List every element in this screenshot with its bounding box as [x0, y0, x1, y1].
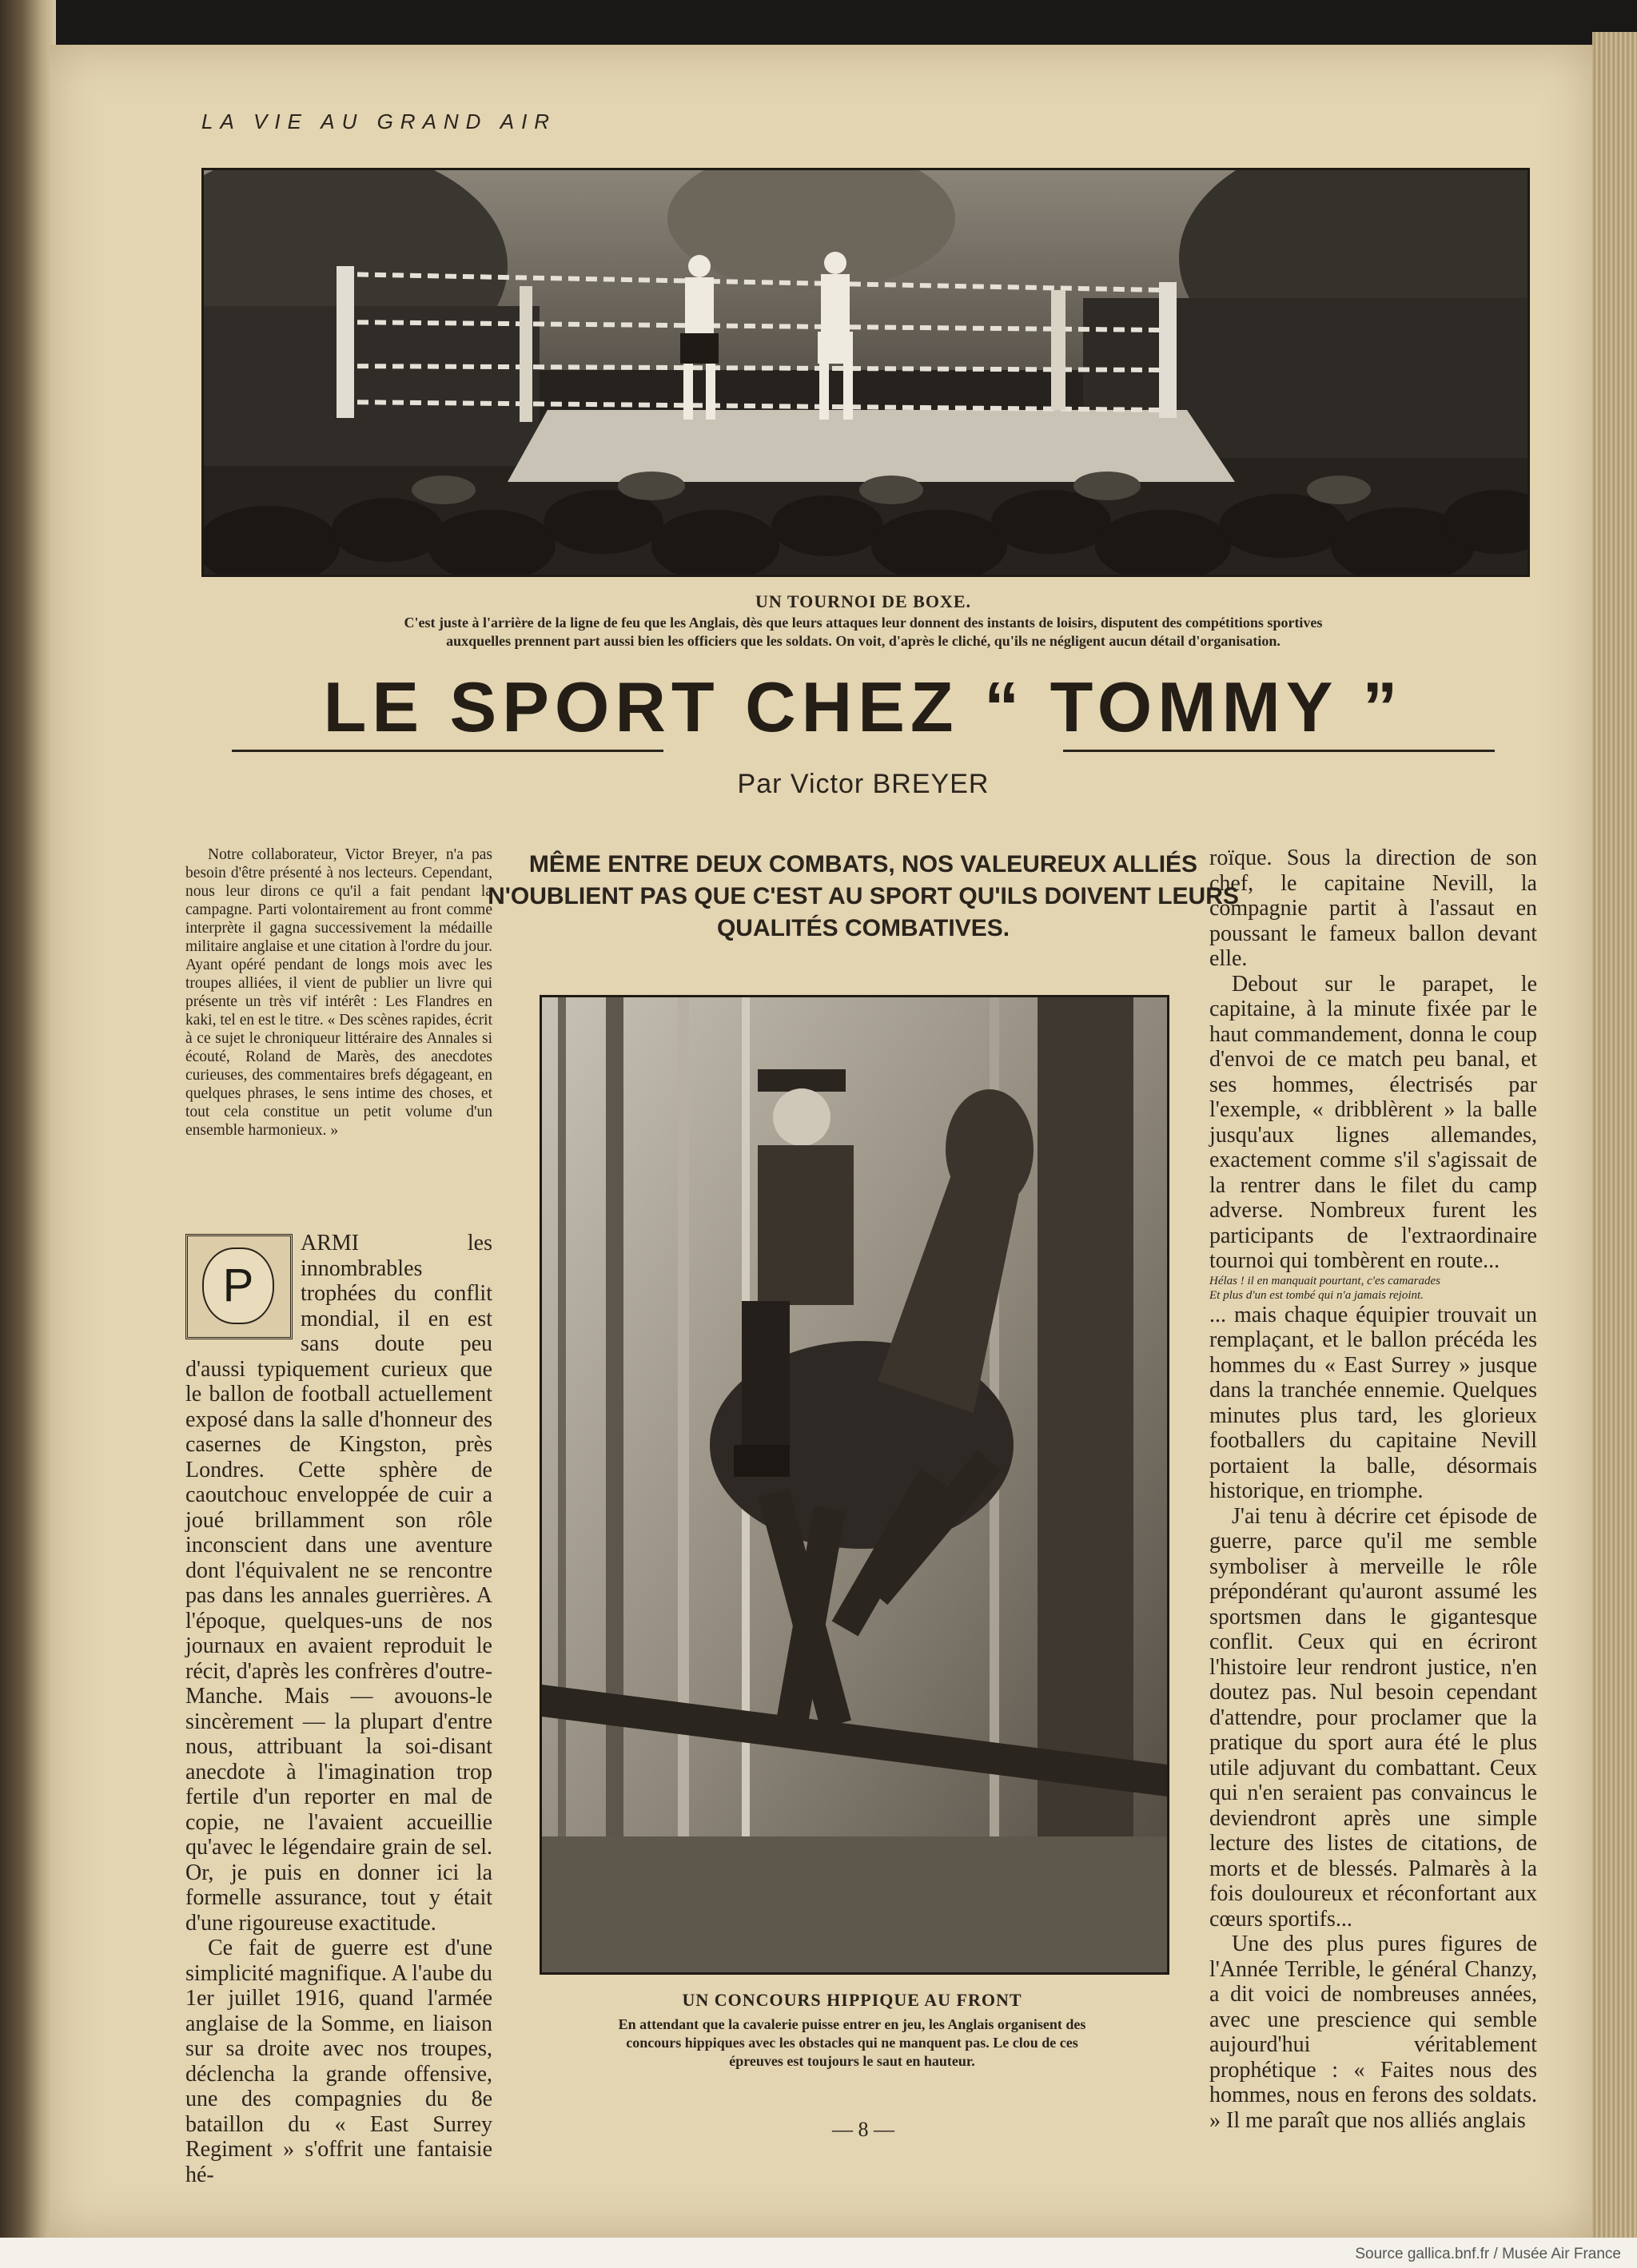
dropcap-letter: P	[202, 1247, 274, 1324]
dropcap-ornament	[185, 1234, 293, 1339]
paragraph-chanzy: Une des plus pures figures de l'Année Terrible, le général Chanzy, a dit voici de nombreuses années, avec une prescience qui semble aujourd'hui véritablement prophétique : « Faites nous des hommes, nous en ferons des soldats. » Il me paraît que nos alliés anglais	[1209, 1932, 1537, 2133]
boxing-caption-line-2: auxquelles prennent part aussi bien les officiers que les soldats. On voit, d'après le cliché, qu'ils ne négligent aucun détail d'organisation.	[446, 633, 1281, 649]
paragraph-parapet: Debout sur le parapet, le capitaine, à la minute fixée par le haut commandement, donna le coup d'envoi de ce match peu banal, et ses hommes, électrisés par l'exemple, « dribblèrent » la balle jusqu'aux lignes allemandes, exactement comme s'il s'agissait de la rentrer dans le filet du camp adverse. Nombreux furent les participants de l'extraordinaire tournoi qui tombèrent en route...	[1209, 971, 1537, 1273]
left-column	[185, 1231, 492, 2187]
boxing-photo	[201, 168, 1530, 577]
horse-caption-line-2: concours hippiques avec les obstacles qui ne manquent pas. Le clou de ces	[626, 2035, 1078, 2051]
boxing-caption-line-1: C'est juste à l'arrière de la ligne de feu que les Anglais, dès que leurs attaques leur donnent des instants de loisirs, disputent des compétitions sportives	[404, 615, 1323, 631]
paragraph-episode: J'ai tenu à décrire cet épisode de guerre, parce qu'il me semble symboliser à merveille le rôle prépondérant qu'auront assumé les sportsmen dans le gigantesque conflit. Ceux qui en écriront l'histoire leur rendront justice, n'en doutez pas. Nul besoin cependant d'attendre, pour proclamer que la pratique du sport aura été le plus utile adjuvant du combattant. Ceux qui n'en seraient pas convaincus le deviendront après une simple lecture des listes de citations, de morts et de blessés. Palmarès à la fois douloureux et réconfortant aux cœurs sportifs...	[1209, 1503, 1537, 1932]
book-binding	[0, 0, 56, 2268]
masthead: LA VIE AU GRAND AIR	[201, 109, 557, 133]
verse-line-1: Hélas ! il en manquait pourtant, c'es camarades	[1209, 1274, 1441, 1287]
page-edge	[1592, 32, 1637, 2246]
article-headline: LE SPORT CHEZ “ TOMMY ”	[323, 667, 1404, 746]
horse-caption-line-1: En attendant que la cavalerie puisse entrer en jeu, les Anglais organisent des	[618, 2016, 1086, 2032]
horse-jump-photo-art	[542, 997, 1167, 1972]
headline-rule-right	[1063, 750, 1495, 752]
boxing-caption-title: UN TOURNOI DE BOXE.	[755, 591, 971, 611]
right-column	[1209, 846, 1537, 2133]
source-credit: Source gallica.bnf.fr / Musée Air France	[1355, 2246, 1621, 2262]
horse-caption-line-3: épreuves est toujours le saut en hauteur.	[729, 2053, 975, 2069]
headline-rule-left	[232, 750, 663, 752]
boxing-photo-art	[204, 170, 1527, 575]
page-number: — 8 —	[832, 2118, 894, 2141]
paragraph-equipier: ... mais chaque équipier trouvait un remplaçant, et le ballon précéda les hommes du « East Surrey » jusque dans la tranchée ennemie. Quelques minutes plus tard, les glorieux footballers du capitaine Nevill portaient la balle, désormais historique, en triomphe.	[1209, 1302, 1537, 1503]
horse-caption-title: UN CONCOURS HIPPIQUE AU FRONT	[682, 1990, 1022, 2010]
paragraph-fait-de-guerre: Ce fait de guerre est d'une simplicité magnifique. A l'aube du 1er juillet 1916, quand l'armée anglaise de la Somme, en liaison sur sa droite avec nos troupes, déclencha la grande offensive, une des compagnies du 8e bataillon du « East Surrey Regiment » s'offrit une fantaisie hé-	[185, 1936, 492, 2187]
article-subhead: MÊME ENTRE DEUX COMBATS, NOS VALEUREUX ALLIÉS N'OUBLIENT PAS QUE C'EST AU SPORT QU'ILS DOIVENT LEURS QUALITÉS COMBATIVES.	[488, 851, 1239, 941]
paragraph-trophees: ARMI les innombrables trophées du conflit mondial, il en est sans doute peu d'aussi typiquement curieux que le ballon de football actuellement exposé dans la salle d'honneur des casernes de Kingston, près Londres. Cette sphère de caoutchouc enveloppée de cuir a joué brillamment son rôle inconscient dans une aventure dont l'équivalent ne se rencontre pas dans les annales guerrières. A l'époque, quelques-uns de nos journaux en avaient reproduit le récit, d'après les confrères d'outre-Manche. Mais — avouons-le sincèrement — la plupart d'entre nous, attribuant la soi-disant anecdote à l'imagination trop fertile d'un reporter en mal de copie, ne l'avaient accueillie qu'avec le légendaire grain de sel. Or, je puis en donner ici la formelle assurance, tout y était d'une rigoureuse exactitude.	[185, 1231, 493, 1936]
intro-note: Notre collaborateur, Victor Breyer, n'a pas besoin d'être présenté à nos lecteurs. Cependant, nous leur dirons ce qu'il a fait pendant la campagne. Parti volontairement au front comme interprète il gagna successivement la médaille militaire anglaise et une citation à l'ordre du jour. Ayant opéré pendant de longs mois avec les troupes alliées, il vient de publier un livre qui présente un très vif intérêt : Les Flandres en kaki, tel en est le titre. « Des scènes rapides, écrit à ce sujet le chroniqueur littéraire des Annales si écouté, Roland de Marès, des anecdotes curieuses, des commentaires brefs dégageant, en quelques phrases, le sens intime des choses, et tout cela constitue un petit volume d'un ensemble harmonieux. »	[185, 846, 492, 1139]
byline: Par Victor BREYER	[737, 769, 990, 799]
verse-line-2: Et plus d'un est tombé qui n'a jamais rejoint.	[1209, 1288, 1424, 1302]
paragraph-heroique: roïque. Sous la direction de son chef, le capitaine Nevill, la compagnie partit à l'assaut en poussant le fameux ballon devant elle.	[1209, 846, 1537, 971]
horse-jump-photo	[540, 995, 1169, 1975]
